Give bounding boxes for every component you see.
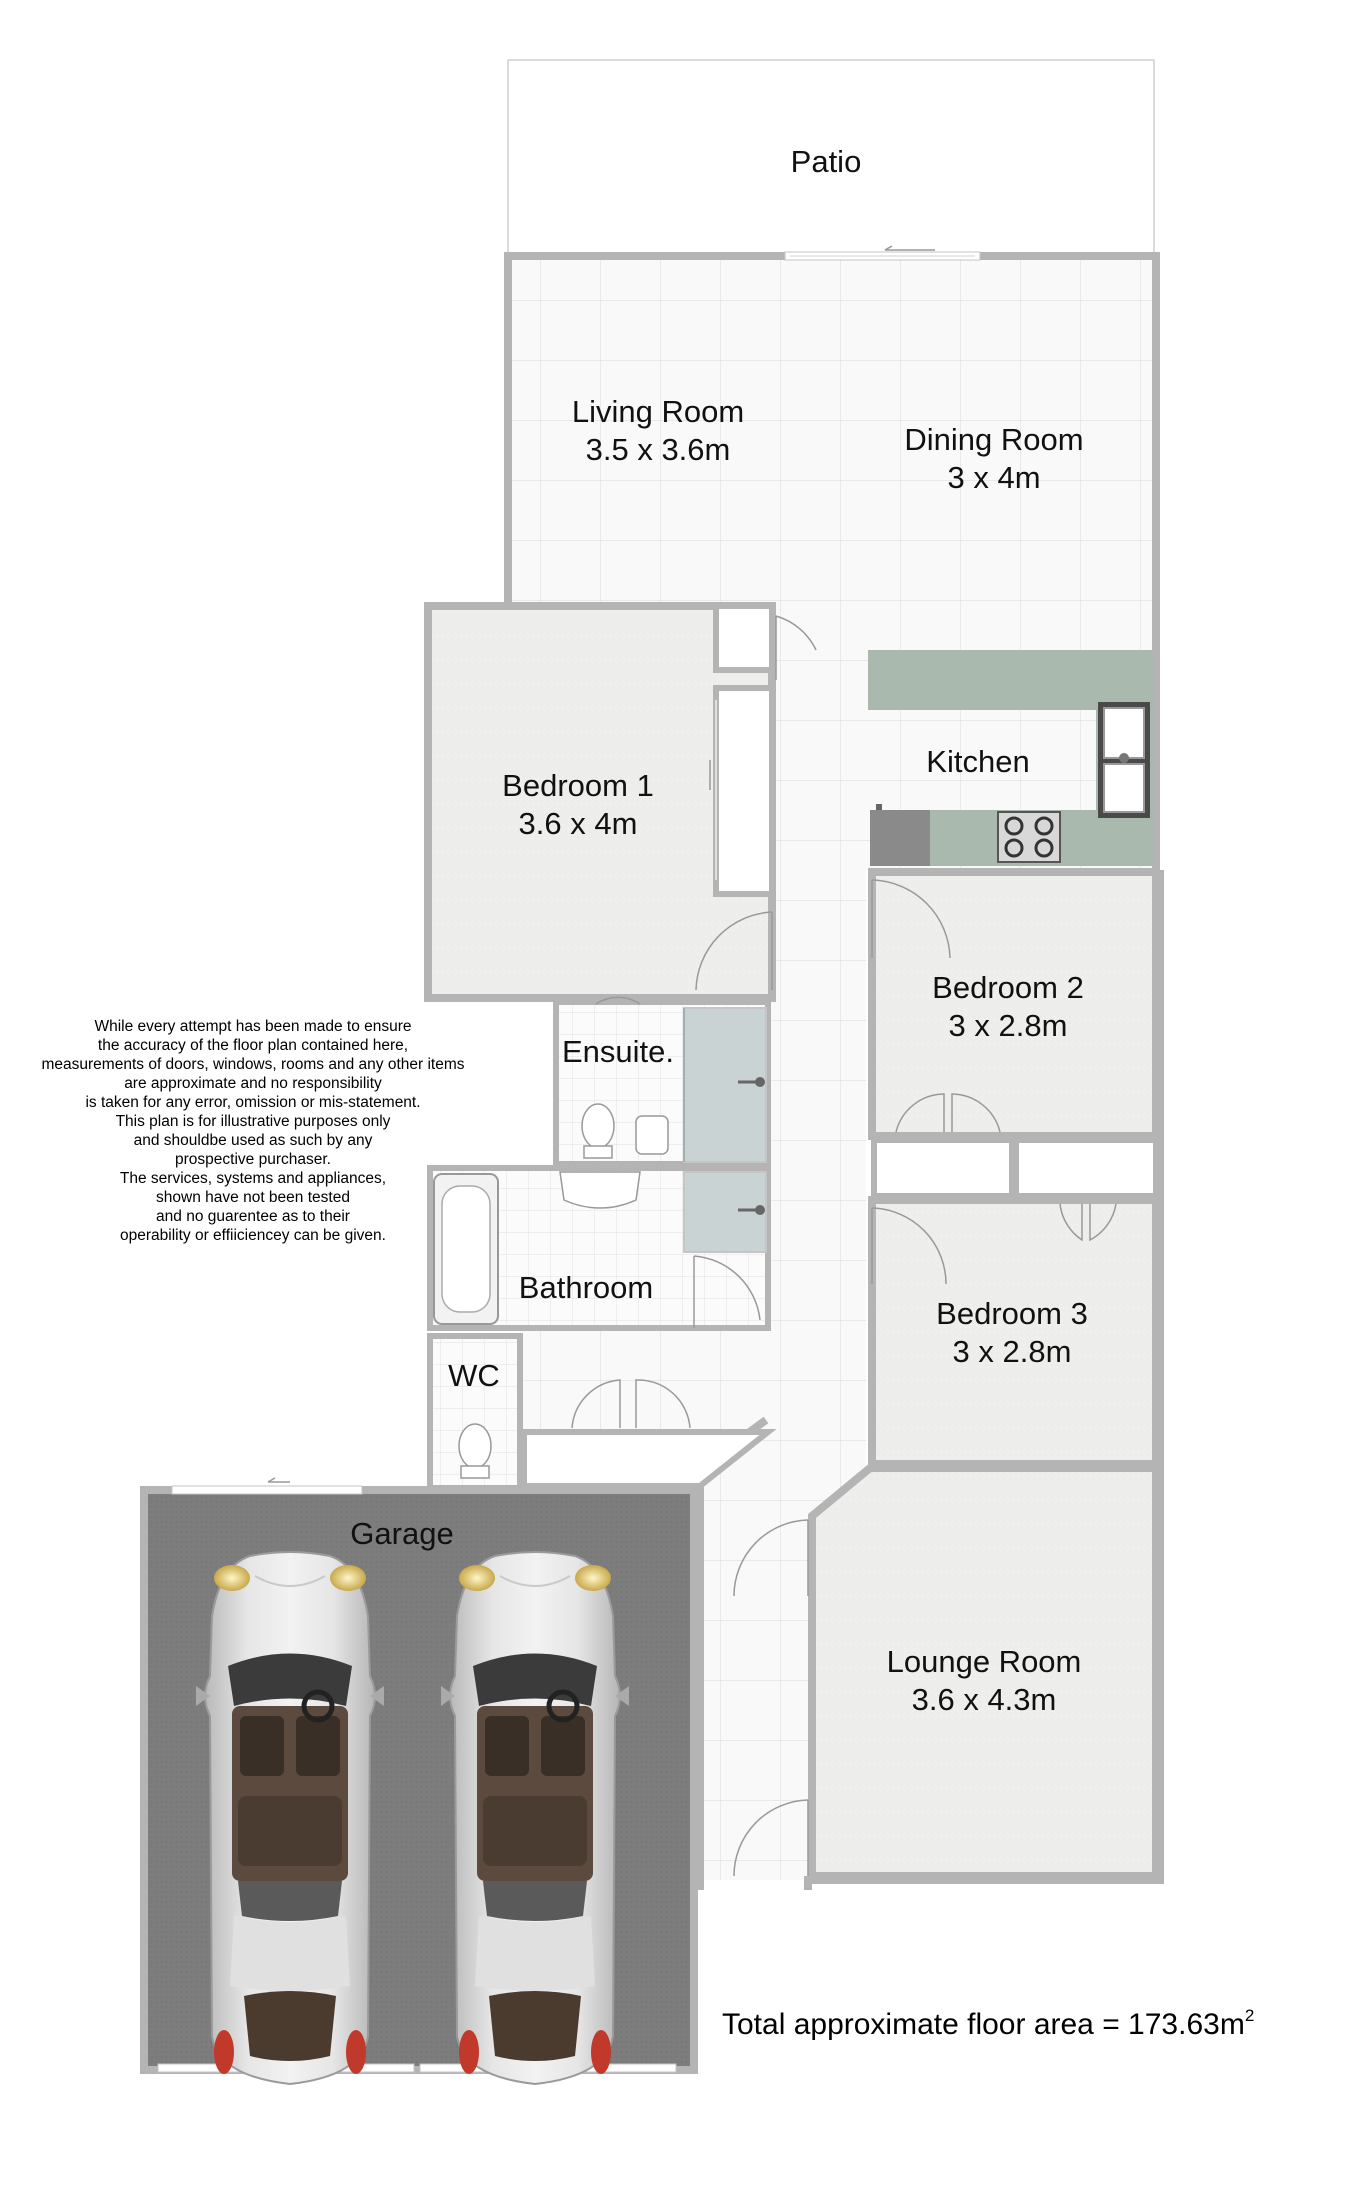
- car-right-icon: [441, 1552, 629, 2084]
- disclaimer-line: shown have not been tested: [156, 1189, 350, 1206]
- car-left-icon: [196, 1552, 384, 2084]
- wc: [430, 1336, 520, 1488]
- dining-room-name: Dining Room: [904, 422, 1084, 457]
- living-room-name: Living Room: [571, 394, 745, 429]
- ensuite-basin-icon: [636, 1116, 668, 1154]
- ensuite: [556, 997, 768, 1164]
- bedroom-1-size: 3.6 x 4m: [518, 806, 638, 841]
- garage: [144, 1478, 694, 2084]
- disclaimer-line: operability or effiiciencey can be given.: [120, 1227, 386, 1244]
- disclaimer-line: measurements of doors, windows, rooms and any other items: [41, 1056, 465, 1073]
- living-room-size: 3.5 x 3.6m: [585, 432, 731, 467]
- dining-room-size: 3 x 4m: [947, 460, 1041, 495]
- total-floor-area-unit: 2: [1244, 2006, 1255, 2025]
- disclaimer-line: are approximate and no responsibility: [124, 1075, 382, 1092]
- bathroom-vanity-icon: [560, 1172, 640, 1208]
- bedroom-3: [872, 1200, 1156, 1464]
- disclaimer-line: prospective purchaser.: [175, 1151, 331, 1168]
- patio: [508, 60, 1154, 256]
- lounge-room-size: 3.6 x 4.3m: [911, 1682, 1057, 1717]
- wc-toilet-icon: [459, 1424, 491, 1468]
- bedroom-2: [872, 872, 1156, 1136]
- kitchen-sink: [1098, 702, 1150, 818]
- total-floor-area: [722, 2008, 1254, 2042]
- disclaimer-line: the accuracy of the floor plan contained here,: [97, 1037, 409, 1054]
- ensuite-toilet-icon: [582, 1104, 614, 1148]
- wardrobes: [874, 1140, 1156, 1196]
- disclaimer-line: is taken for any error, omission or mis-statement.: [85, 1094, 421, 1111]
- bathroom-name: Bathroom: [518, 1270, 654, 1305]
- patio-label: Patio: [790, 144, 862, 179]
- bedroom-3-name: Bedroom 3: [936, 1296, 1088, 1331]
- wc-name: WC: [448, 1358, 500, 1393]
- total-floor-area-text: Total approximate floor area = 173.63m: [722, 2008, 1245, 2041]
- bedroom-1: [428, 606, 772, 998]
- bedroom-2-name: Bedroom 2: [932, 970, 1084, 1005]
- bedroom-1-name: Bedroom 1: [502, 768, 654, 803]
- disclaimer-line: and no guarentee as to their: [156, 1208, 350, 1225]
- bedroom-2-size: 3 x 2.8m: [948, 1008, 1068, 1043]
- disclaimer-line: and shouldbe used as such by any: [133, 1132, 373, 1149]
- disclaimer: [18, 1017, 488, 1245]
- cooktop: [998, 812, 1060, 862]
- kitchen-name: Kitchen: [926, 744, 1030, 779]
- disclaimer-line: While every attempt has been made to ensure: [94, 1018, 412, 1035]
- disclaimer-line: The services, systems and appliances,: [119, 1170, 387, 1187]
- ensuite-name: Ensuite.: [561, 1034, 675, 1069]
- garage-name: Garage: [350, 1516, 454, 1551]
- bedroom-3-size: 3 x 2.8m: [952, 1334, 1072, 1369]
- lounge-room-name: Lounge Room: [886, 1644, 1082, 1679]
- disclaimer-line: This plan is for illustrative purposes only: [115, 1113, 391, 1130]
